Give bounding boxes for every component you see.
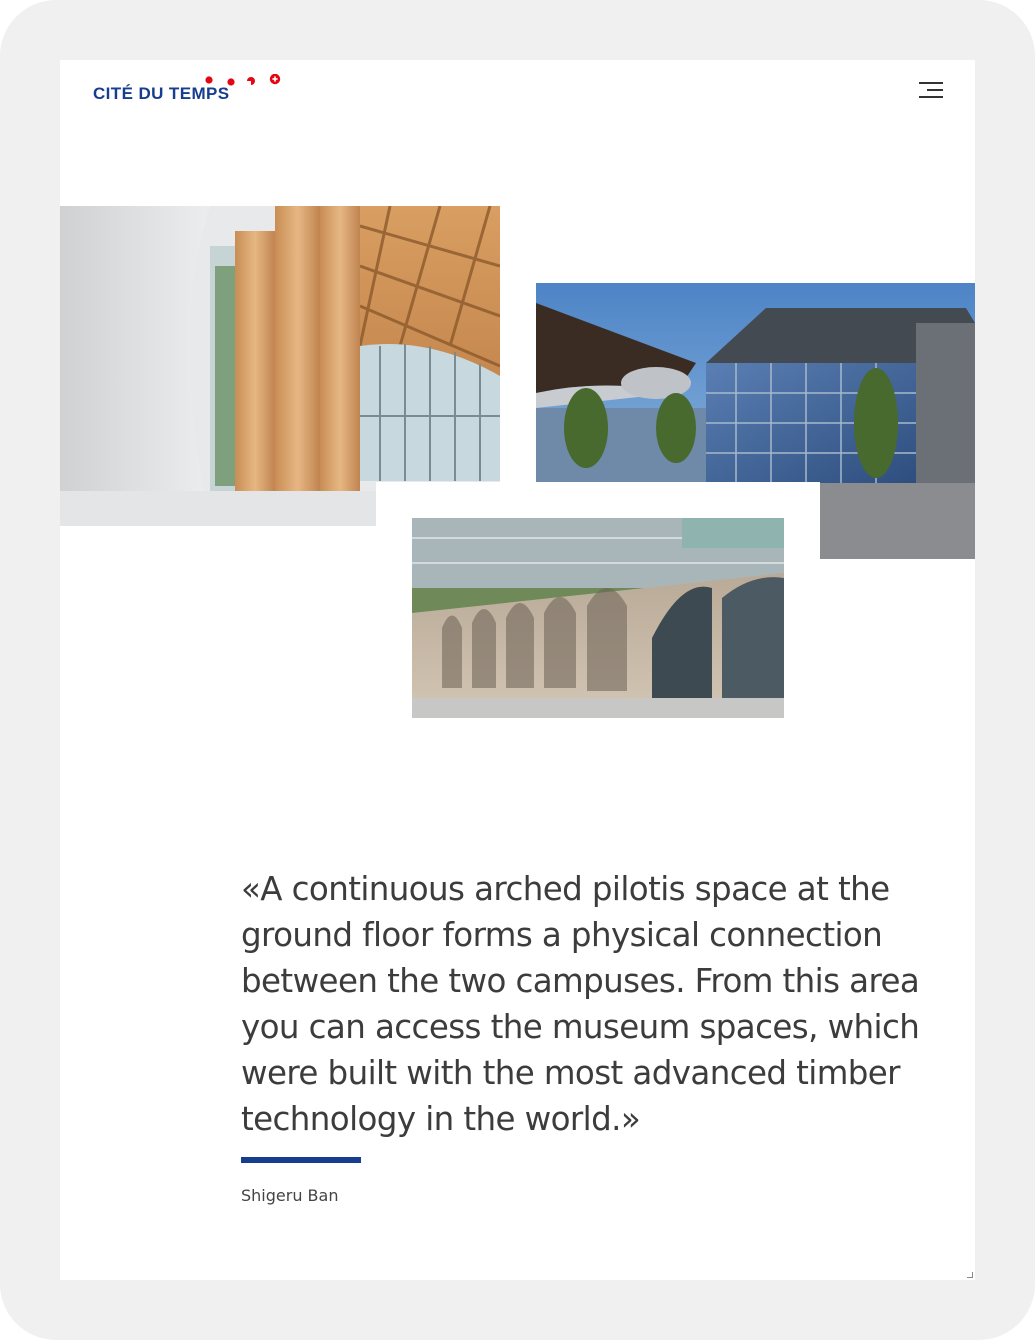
quote-author: Shigeru Ban	[241, 1186, 339, 1205]
logo-text: CITÉ DU TEMPS	[93, 84, 230, 103]
gallery-image-interior	[60, 206, 500, 526]
quote-divider	[241, 1157, 361, 1163]
menu-line-icon	[919, 96, 943, 98]
menu-line-icon	[919, 82, 943, 84]
resize-grip-icon	[967, 1272, 973, 1278]
menu-line-icon	[927, 89, 943, 91]
gallery-image-arches	[412, 518, 784, 718]
screen	[60, 60, 975, 1280]
menu-button[interactable]	[919, 80, 943, 100]
site-logo[interactable]	[93, 74, 278, 108]
quote-text: «A continuous arched pilotis space at the ground floor forms a physical connection between the two campuses. From this area you can access the museum spaces, which were built with the most advanced timber technology in the world.»	[241, 870, 920, 1138]
